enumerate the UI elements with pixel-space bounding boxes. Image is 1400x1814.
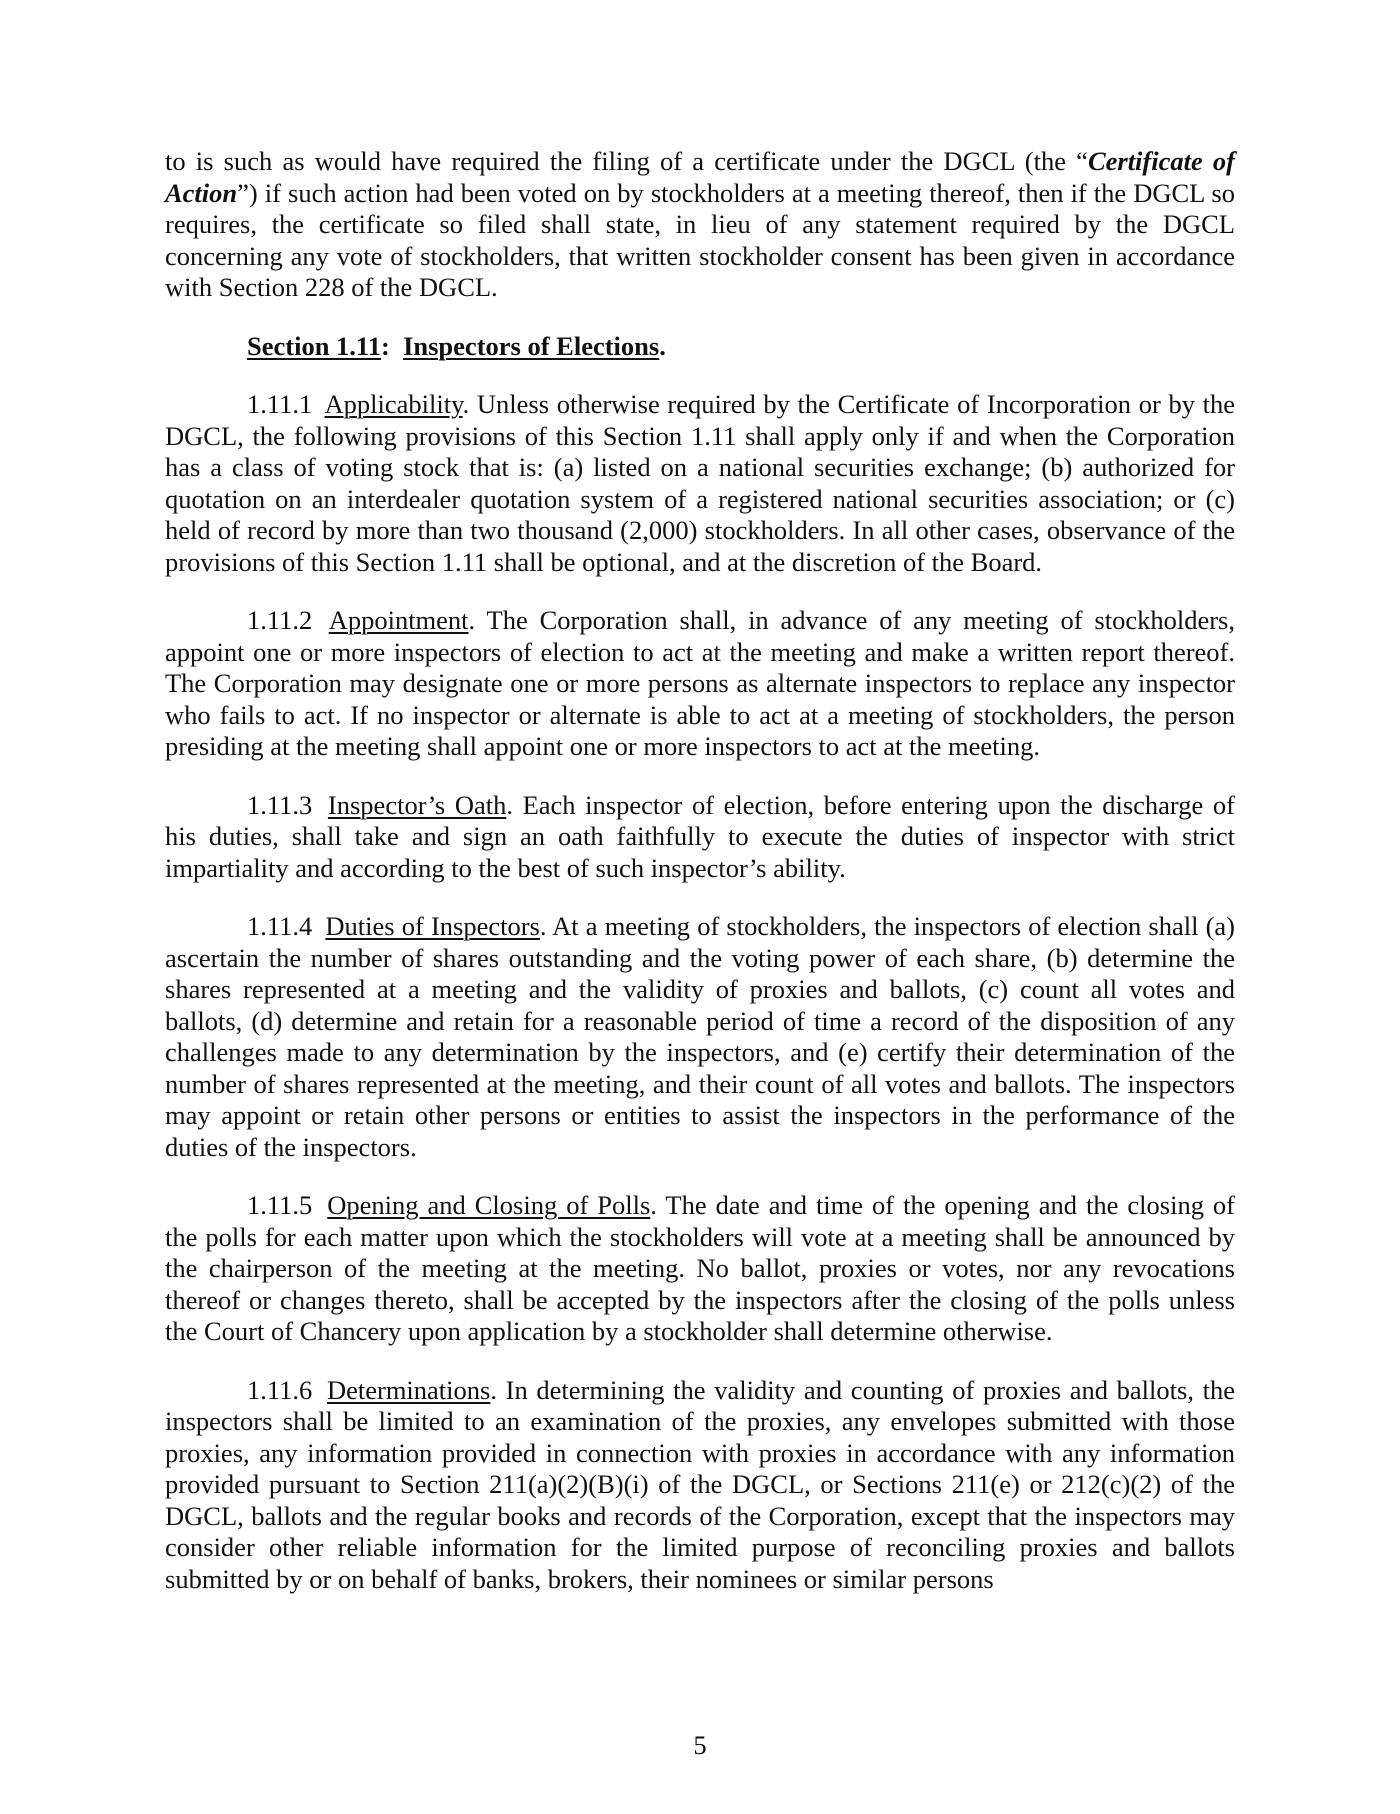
paragraph-text: . Unless otherwise required by the Certificate of Incorporation or by the DGCL, the following provisions of this Section 1.11 shall apply only if and when the Corporation has a class of voting stock that is: (a) listed on a national securities exchange; (b) authorized for quotation on an interdealer quotation system of a registered national securities association; or (c) held of record by more than two thousand (2,000) stockholders. In all other cases, observance of the provisions of this Section 1.11 shall be optional, and at the discretion of the Board. xyxy=(165,389,1235,577)
intro-paragraph xyxy=(165,146,1235,304)
paragraph-title: Determinations xyxy=(326,1374,491,1405)
paragraph-1-11-5 xyxy=(165,1190,1235,1348)
section-number: Section 1.11 xyxy=(247,330,381,361)
paragraph-text: . At a meeting of stockholders, the inspectors of election shall (a) ascertain the number of shares outstanding and the voting power of each share, (b) determine the shares represented at a meeting and the validity of proxies and ballots, (c) count all votes and ballots, (d) determine and retain for a reasonable period of time a record of the disposition of any challenges made to any determination by the inspectors, and (e) certify their determination of the number of shares represented at the meeting, and their count of all votes and ballots. The inspectors may appoint or retain other persons or entities to assist the inspectors in the performance of the duties of the inspectors. xyxy=(165,911,1236,1162)
section-title: Inspectors of Elections xyxy=(403,330,660,361)
paragraph-number: 1.11.3 xyxy=(247,789,313,820)
paragraph-text: . Each inspector of election, before entering upon the discharge of his duties, shall take and sign an oath faithfully to execute the duties of inspector with strict impartiality and according to the best of such inspector’s ability. xyxy=(165,789,1235,883)
paragraph-title: Duties of Inspectors xyxy=(325,911,540,941)
document-page xyxy=(165,146,1235,1622)
paragraph-number: 1.11.4 xyxy=(247,911,313,941)
paragraph-1-11-4 xyxy=(165,911,1235,1163)
paragraph-1-11-3 xyxy=(165,790,1235,885)
paragraph-title: Inspector’s Oath xyxy=(327,789,507,820)
paragraph-1-11-1 xyxy=(165,389,1235,578)
page-number: 5 xyxy=(693,1730,707,1760)
intro-text-1: to is such as would have required the filing of a certificate under the DGCL (the “ xyxy=(165,146,1088,176)
paragraph-title: Opening and Closing of Polls xyxy=(327,1190,651,1220)
paragraph-text: . The Corporation shall, in advance of any meeting of stockholders, appoint one or more inspectors of election to act at the meeting and make a written report thereof. The Corporation may designate one or more persons as alternate inspectors to replace any inspector who fails to act. If no inspector or alternate is able to act at a meeting of stockholders, the person presiding at the meeting shall appoint one or more inspectors to act at the meeting. xyxy=(165,605,1235,761)
paragraph-title: Appointment xyxy=(328,605,469,635)
paragraph-1-11-6 xyxy=(165,1375,1235,1596)
paragraph-text: . In determining the validity and counting of proxies and ballots, the inspectors shall be limited to an examination of the proxies, any envelopes submitted with those proxies, any information provided in connection with proxies in accordance with any information provided pursuant to Section 211(a)(2)(B)(i) of the DGCL, or Sections 211(e) or 212(c)(2) of the DGCL, ballots and the regular books and records of the Corporation, except that the inspectors may consider other reliable information for the limited purpose of reconciling proxies and ballots submitted by or on behalf of banks, brokers, their nominees or similar persons xyxy=(165,1374,1235,1594)
paragraph-number: 1.11.6 xyxy=(247,1374,313,1405)
defined-term: Certificate of Action xyxy=(165,146,1236,208)
paragraph-number: 1.11.1 xyxy=(247,389,313,419)
intro-text-2: ”) if such action had been voted on by stockholders at a meeting thereof, then if the DGCL so requires, the certificate so filed shall state, in lieu of any statement required by the DGCL concerning any vote of stockholders, that written stockholder consent has been given in accordance with Section 228 of the DGCL. xyxy=(165,177,1235,302)
paragraph-number: 1.11.2 xyxy=(247,605,313,635)
section-heading xyxy=(247,331,1235,363)
paragraph-number: 1.11.5 xyxy=(247,1190,313,1220)
paragraph-1-11-2 xyxy=(165,605,1235,763)
paragraph-text: . The date and time of the opening and the closing of the polls for each matter upon which the stockholders will vote at a meeting shall be announced by the chairperson of the meeting at the meeting. No ballot, proxies or votes, nor any revocations thereof or changes thereto, shall be accepted by the inspectors after the closing of the polls unless the Court of Chancery upon application by a stockholder shall determine otherwise. xyxy=(165,1190,1235,1346)
paragraph-title: Applicability xyxy=(324,389,463,419)
section-period: . xyxy=(659,330,666,361)
section-separator: : xyxy=(380,330,404,361)
